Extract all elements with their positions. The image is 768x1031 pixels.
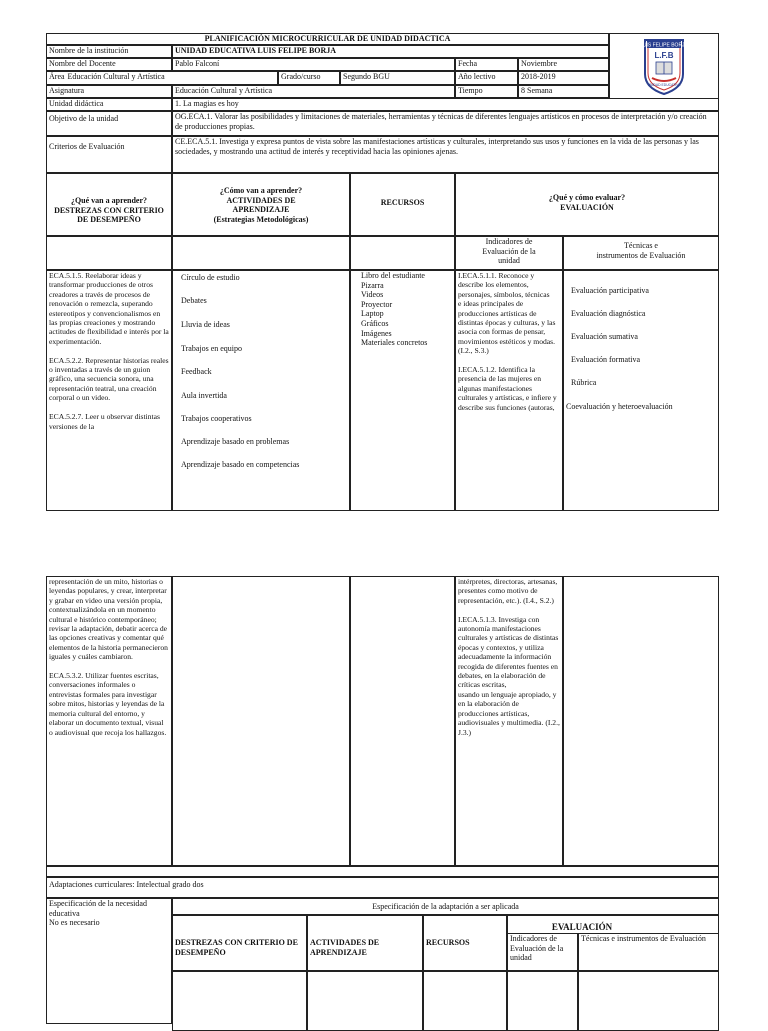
- adapt-body-activities: [307, 971, 423, 1031]
- value-date: Noviembre: [518, 58, 609, 71]
- technique-item: Evaluación formativa: [571, 355, 641, 364]
- adapt-body-resources: [423, 971, 507, 1031]
- techniques-continued: [563, 576, 719, 866]
- resources-list: Libro del estudiante Pizarra Videos Proyector Laptop Gráficos Imágenes Materiales concretos: [350, 270, 455, 511]
- document-title: PLANIFICACIÓN MICROCURRICULAR DE UNIDAD DIDACTICA: [46, 33, 609, 45]
- value-objective: OG.ECA.1. Valorar las posibilidades y limitaciones de materiales, herramientas y técnicas de diferentes lenguajes artísticos en procesos de interpretación y/o creación de producciones propias.: [172, 111, 719, 136]
- header-resources: RECURSOS: [350, 173, 455, 236]
- label-date: Fecha: [455, 58, 518, 71]
- adaptations-row: Adaptaciones curriculares: Intelectual grado dos: [46, 877, 719, 898]
- resources-continued: [350, 576, 455, 866]
- need-cell: [46, 898, 172, 1024]
- adapt-body-techniques: [578, 971, 719, 1031]
- label-objective: Objetivo de la unidad: [46, 111, 172, 136]
- adapt-header-skills: DESTREZAS CON CRITERIO DE DESEMPEÑO: [172, 915, 307, 971]
- activity-item: Feedback: [181, 367, 212, 376]
- technique-item: Evaluación sumativa: [571, 332, 638, 341]
- label-criteria: Criterios de Evaluación: [46, 136, 172, 173]
- value-institution: UNIDAD EDUCATIVA LUIS FELIPE BORJA: [172, 45, 609, 58]
- area-row: [46, 71, 278, 85]
- technique-item: Coevaluación y heteroevaluación: [566, 402, 673, 411]
- subheader-indicators: Indicadores de Evaluación de la unidad: [455, 236, 563, 270]
- value-year: 2018-2019: [518, 71, 609, 85]
- header-evaluation: ¿Qué y cómo evaluar? EVALUACIÓN: [455, 173, 719, 236]
- label-time: Tiempo: [455, 85, 518, 98]
- subheader-empty-3: [350, 236, 455, 270]
- activities-continued: [172, 576, 350, 866]
- value-criteria: CE.ECA.5.1. Investiga y expresa puntos de vista sobre las manifestaciones artísticas y culturales, interpretando sus usos y funciones en la vida de las personas y las sociedades, y mostrando una actitud de interés y receptividad hacia las opiniones ajenas.: [172, 136, 719, 173]
- activity-item: Trabajos cooperativos: [181, 414, 252, 423]
- value-time: 8 Semana: [518, 85, 609, 98]
- adapt-header-techniques: Técnicas e instrumentos de Evaluación: [578, 933, 719, 971]
- label-unit: Unidad didáctica: [46, 98, 172, 111]
- header-activities: ¿Cómo van a aprender? ACTIVIDADES DE APRENDIZAJE (Estrategias Metodológicas): [172, 173, 350, 236]
- adapt-header-resources: RECURSOS: [423, 915, 507, 971]
- adapt-body-skills: [172, 971, 307, 1031]
- activity-item: Aprendizaje basado en competencias: [181, 460, 300, 469]
- technique-item: Rúbrica: [571, 378, 597, 387]
- svg-text:LUIS FELIPE BORJA: LUIS FELIPE BORJA: [640, 42, 688, 49]
- label-year: Año lectivo: [455, 71, 518, 85]
- technique-item: Evaluación diagnóstica: [571, 309, 646, 318]
- techniques-list: [563, 270, 719, 511]
- adapt-header-evaluation: EVALUACIÓN: [551, 922, 613, 932]
- value-area: Educación Cultural y Artística: [67, 72, 165, 81]
- skills-text: ECA.5.1.5. Reelaborar ideas y transformar producciones de otros creadores a través de procesos de renovación o remezcla, superando estereotipos y convencionalismos en las propias creaciones y mostrando actitudes de flexibilidad e interés por la experimentación. ECA.5.2.2. Representar historias reales o inventadas a través de un guion gráfico, una secuencia sonora, una representación teatral, una creación corporal o un video. ECA.5.2.7. Leer u observar distintas versiones de la: [46, 270, 172, 511]
- school-logo-box: [609, 33, 719, 99]
- label-teacher: Nombre del Docente: [46, 58, 172, 71]
- subheader-empty-2: [172, 236, 350, 270]
- value-grade: Segundo BGU: [340, 71, 455, 85]
- subheader-empty-1: [46, 236, 172, 270]
- header-skills: ¿Qué van a aprender? DESTREZAS CON CRITERIO DE DESEMPEÑO: [46, 173, 172, 236]
- subheader-techniques: Técnicas e instrumentos de Evaluación: [563, 236, 719, 270]
- adapt-header-activities: ACTIVIDADES DE APRENDIZAJE: [307, 915, 423, 971]
- school-logo-icon: [610, 34, 718, 98]
- svg-text:L.F.B: L.F.B: [654, 51, 674, 60]
- label-grade: Grado/curso: [278, 71, 340, 85]
- skills-text-continued: representación de un mito, historias o leyendas populares, y crear, interpretar y grabar en video una versión propia, contextualizándola en un momento cultural e histórico contemporáneo; revisar la adaptación, debatir acerca de las opciones creativas y comentar qué elementos de la historia permanecieron iguales y cuáles cambiaron. ECA.5.3.2. Utilizar fuentes escritas, conversaciones informales o entrevistas formales para investigar sobre mitos, historias y leyendas de la memoria cultural del entorno, y elaborar un documento textual, visual o audiovisual que recoja los hallazgos.: [46, 576, 172, 866]
- need-value: No es necesario: [49, 918, 100, 928]
- value-unit: 1. La magias es hoy: [172, 98, 719, 111]
- value-teacher: Pablo Falconí: [172, 58, 455, 71]
- activity-item: Aula invertida: [181, 391, 227, 400]
- indicators-text-continued: intérpretes, directoras, artesanas, presentes como motivo de representación, etc.). (I.4., S.2.) I.ECA.5.1.3. Investiga con autonomía manifestaciones culturales y artísticas de distintas épocas y contextos, y utiliza adecuadamente la información recogida de diferentes fuentes en debates, en la elaboración de críticas escritas, usando un lenguaje apropiado, y en la elaboración de producciones artísticas, audiovisuales y multimedia. (I.2., J.3.): [455, 576, 563, 866]
- activity-item: Aprendizaje basado en problemas: [181, 437, 290, 446]
- spec-label: Especificación de la adaptación a ser aplicada: [172, 898, 719, 915]
- svg-text:UNIDAD EDUCATIVA: UNIDAD EDUCATIVA: [647, 83, 681, 87]
- label-area: Área: [49, 72, 65, 81]
- activity-item: Trabajos en equipo: [181, 344, 243, 353]
- page-2: [0, 560, 768, 1024]
- adapt-header-indicators: Indicadores de Evaluación de la unidad: [507, 933, 578, 971]
- activity-item: Lluvia de ideas: [181, 320, 230, 329]
- blank-row: [46, 866, 719, 877]
- label-institution: Nombre de la institución: [46, 45, 172, 58]
- adapt-body-indicators: [507, 971, 578, 1031]
- activity-item: Debates: [181, 296, 207, 305]
- value-subject: Educación Cultural y Artística: [172, 85, 455, 98]
- indicators-text: I.ECA.5.1.1. Reconoce y describe los elementos, personajes, símbolos, técnicas e ideas principales de producciones artísticas de distintas épocas y culturas, y las asocia con formas de pensar, movimientos estéticos y modas. (I.2., S.3.) I.ECA.5.1.2. Identifica la presencia de las mujeres en algunas manifestaciones culturales y artísticas, e infiere y describe sus funciones (autoras,: [455, 270, 563, 511]
- label-subject: Asignatura: [46, 85, 172, 98]
- activity-item: Círculo de estudio: [181, 273, 240, 282]
- technique-item: Evaluación participativa: [571, 286, 649, 295]
- need-label: Especificación de la necesidad educativa: [49, 899, 147, 918]
